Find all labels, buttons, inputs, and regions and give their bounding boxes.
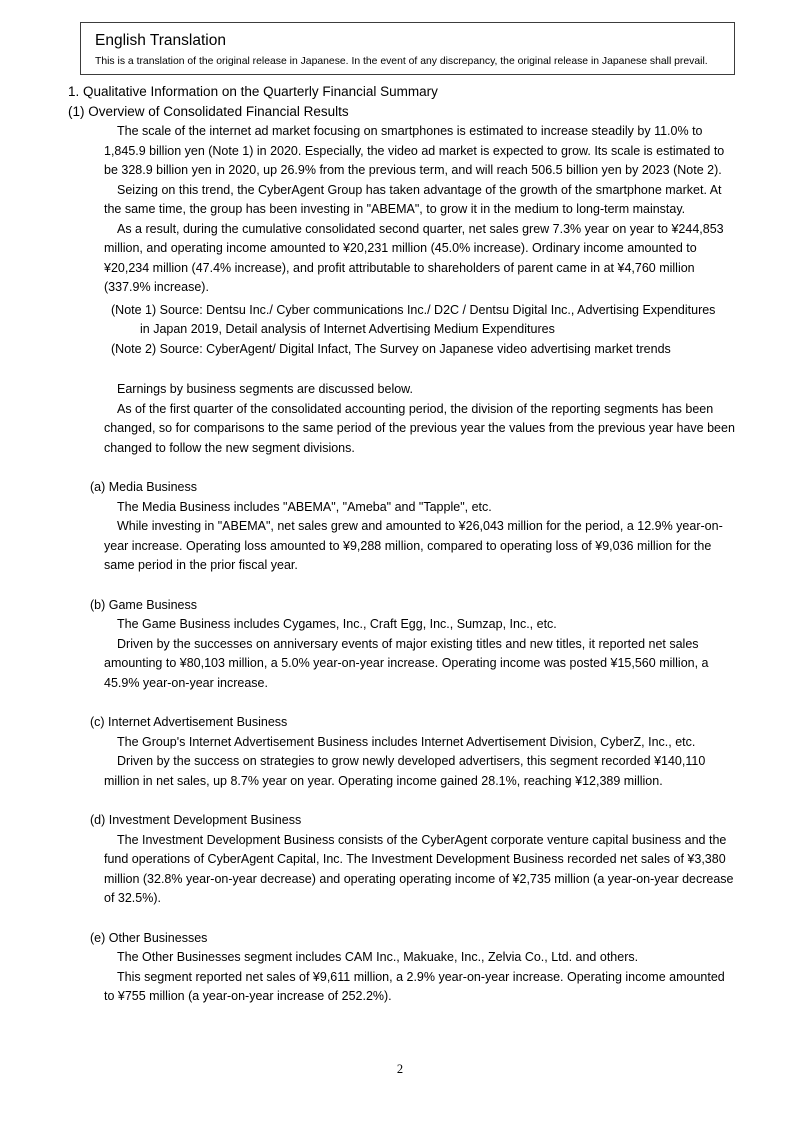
segment-game-business [68,596,736,694]
overview-paragraph-3: As a result, during the cumulative consolidated second quarter, net sales grew 7.3% year on year to ¥244,853 million, and operating income amounted to ¥20,231 million (45.0% increase). Ordinary income amounted to ¥20,234 million (47.4% increase), and profit attributable to shareholders of parent came in at ¥4,760 million (337.9% increase). [104,221,724,294]
translation-notice-title: English Translation [95,32,226,49]
translation-disclaimer-text: This is a translation of the original release in Japanese. In the event of any discrepancy, the original release in Japanese shall prevail. [95,56,708,67]
note-2: (Note 2) Source: CyberAgent/ Digital Infact, The Survey on Japanese video advertising market trends [111,341,671,356]
note-1-line-2: in Japan 2019, Detail analysis of Internet Advertising Medium Expenditures [140,322,555,336]
section-heading: 1. Qualitative Information on the Quarterly Financial Summary [68,84,438,99]
segment-paragraph: The Game Business includes Cygames, Inc., Craft Egg, Inc., Sumzap, Inc., etc. [117,617,557,631]
segment-paragraph: The Investment Development Business consists of the CyberAgent corporate venture capital business and the fund operations of CyberAgent Capital, Inc. The Investment Development Business recorded net sales of ¥3,380 million (32.8% year-on-year decrease) and operating operating income of ¥2,735 million (a year-on-year decrease of 32.5%). [104,832,734,905]
note-1-line-1: (Note 1) Source: Dentsu Inc./ Cyber communications Inc./ D2C / Dentsu Digital Inc., Advertising Expenditures [111,302,716,317]
subsection-heading: (1) Overview of Consolidated Financial Results [68,104,349,119]
segments-intro-paragraph-2: As of the first quarter of the consolidated accounting period, the division of the reporting segments has been changed, so for comparisons to the same period of the previous year the values from the previous year have been changed to follow the new segment divisions. [104,401,735,455]
translation-notice-box [80,22,735,75]
segment-label: (a) Media Business [90,480,197,494]
segments-intro-paragraph-1: Earnings by business segments are discussed below. [117,382,413,396]
segment-paragraph: The Group's Internet Advertisement Business includes Internet Advertisement Division, CyberZ, Inc., etc. [117,734,696,749]
segment-label: (c) Internet Advertisement Business [90,715,288,729]
overview-paragraph-1: The scale of the internet ad market focusing on smartphones is estimated to increase steadily by 11.0% to 1,845.9 billion yen (Note 1) in 2020. Especially, the video ad market is expected to grow. Its scale is estimated to be 328.9 billion yen in 2020, up 26.9% from the previous term, and will reach 506.5 billion yen by 2023 (Note 2). [104,124,725,177]
segment-paragraph: This segment reported net sales of ¥9,611 million, a 2.9% year-on-year increase. Operating income amounted to ¥755 million (a year-on-year increase of 252.2%). [104,969,725,1003]
segment-other-businesses [68,929,736,1007]
segment-investment-development-business [68,811,736,909]
segment-paragraph: The Media Business includes "ABEMA", "Ameba" and "Tapple", etc. [117,499,492,514]
source-notes [68,301,736,360]
segment-label: (d) Investment Development Business [90,813,302,827]
segment-paragraph: Driven by the successes on anniversary events of major existing titles and new titles, it reported net sales amounting to ¥80,103 million, a 5.0% year-on-year increase. Operating income was posted ¥15,560 million, a 45.9% year-on-year increase. [104,636,709,690]
segment-paragraph: Driven by the success on strategies to grow newly developed advertisers, this segment recorded ¥140,110 million in net sales, up 8.7% year on year. Operating income gained 28.1%, reaching ¥12,389 million. [104,754,706,788]
segment-internet-advertisement-business [68,713,736,791]
segment-media-business [68,478,736,576]
overview-paragraph-2: Seizing on this trend, the CyberAgent Group has taken advantage of the growth of the smartphone market. At the same time, the group has been investing in "ABEMA", to grow it in the medium to long-term mainstay. [104,182,722,216]
segment-paragraph: The Other Businesses segment includes CAM Inc., Makuake, Inc., Zelvia Co., Ltd. and others. [117,950,639,964]
segments-intro [68,380,736,458]
segment-label: (b) Game Business [90,597,197,612]
segment-paragraph: While investing in "ABEMA", net sales grew and amounted to ¥26,043 million for the period, a 12.9% year-on-year increase. Operating loss amounted to ¥9,288 million, compared to operating loss of ¥9,036 million for the same period in the prior fiscal year. [104,519,723,572]
segment-label: (e) Other Businesses [90,930,208,945]
page-number: 2 [396,1062,404,1076]
